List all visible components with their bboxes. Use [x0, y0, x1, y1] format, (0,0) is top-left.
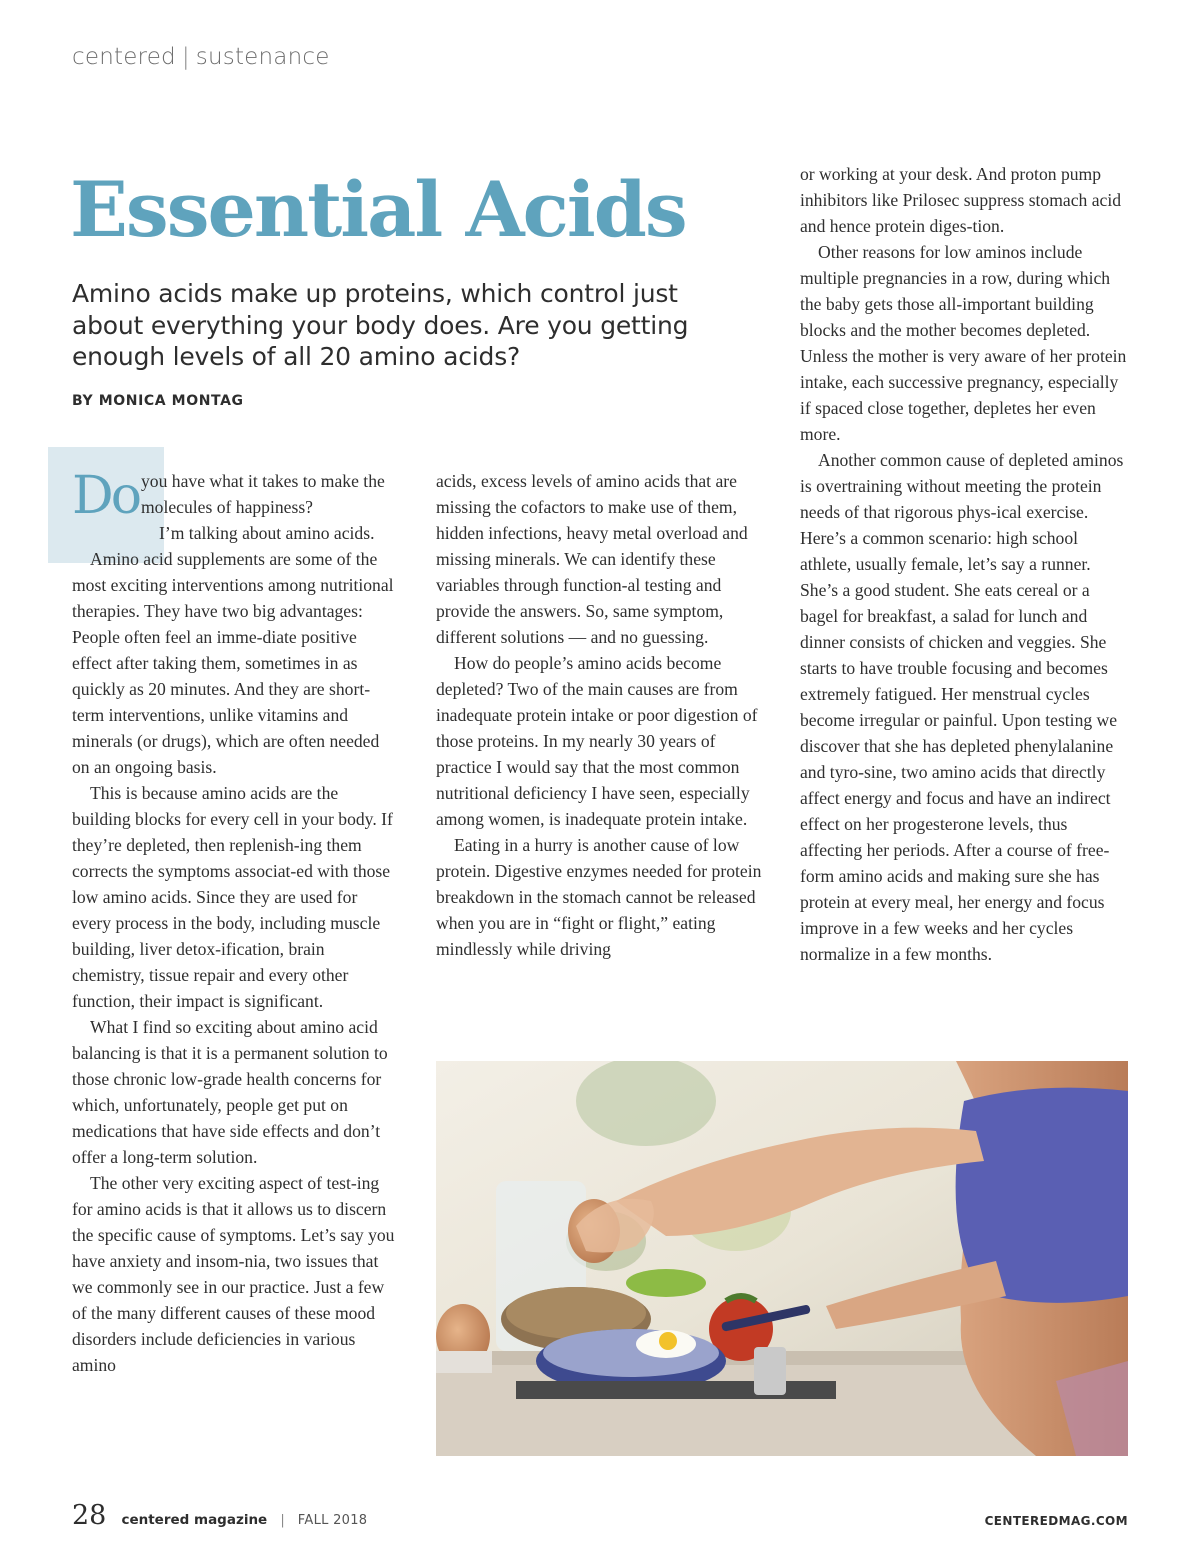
paragraph: Amino acid supplements are some of the most exciting interventions among nutritional therapies. They have two big advantages: People often feel an imme-diate positive effect after taking them, sometimes in as quickly as 20 minutes. And they are short-term interventions, unlike vitamins and minerals (or drugs), which are often needed on an ongoing basis. — [72, 549, 394, 777]
article-dek: Amino acids make up proteins, which control just about everything your body does. Are you getting enough levels of all 20 amino acids? — [72, 279, 689, 371]
text-column-2 — [436, 468, 762, 962]
paragraph: Other reasons for low aminos include multiple pregnancies in a row, during which the baby gets those all-important building blocks and the mother becomes depleted. Unless the mother is very aware of her protein intake, each successive pregnancy, especially if spaced close together, depletes her even more. — [800, 242, 1127, 444]
text-column-1 — [72, 468, 398, 1378]
magazine-name: centered magazine — [121, 1512, 268, 1528]
paragraph: or working at your desk. And proton pump inhibitors like Prilosec suppress stomach acid and hence protein diges-tion. — [800, 164, 1122, 236]
byline: BY MONICA MONTAG — [72, 393, 244, 409]
article-photo — [436, 1061, 1128, 1456]
section-tag — [72, 44, 330, 70]
section-name: centered — [72, 44, 176, 70]
paragraph: acids, excess levels of amino acids that are missing the cofactors to make use of them, hidden infections, heavy metal overload and missing minerals. We can identify these variables through function-al testing and provide the answers. So, same symptom, different solutions — and no guessing. — [436, 471, 748, 647]
paragraph: What I find so exciting about amino acid balancing is that it is a permanent solution to those chronic low-grade health concerns for which, unfortunately, people get put on medications that have side effects and don’t offer a long-term solution. — [72, 1017, 388, 1167]
footer-separator: | — [280, 1513, 285, 1528]
issue-date: FALL 2018 — [297, 1513, 368, 1528]
paragraph — [72, 466, 398, 526]
paragraph: This is because amino acids are the building blocks for every cell in your body. If they’re depleted, then replenish-ing them corrects the symptoms associat-ed with those low amino acids. Since they are used for every process in the body, including muscle building, liver detox-ification, brain chemistry, tissue repair and every other function, their impact is significant. — [72, 783, 393, 1011]
footer-left — [72, 1500, 367, 1531]
paragraph: How do people’s amino acids become depleted? Two of the main causes are from inadequate protein intake or poor digestion of those proteins. In my nearly 30 years of practice I would say that the most common nutritional deficiency I have seen, especially among women, is inadequate protein intake. — [436, 653, 758, 829]
subsection-name: sustenance — [195, 44, 330, 70]
cooking-photo-illustration — [436, 1061, 1128, 1456]
dropcap: Do — [72, 466, 139, 526]
paragraph: Another common cause of depleted aminos is overtraining without meeting the protein needs of that rigorous phys-ical exercise. Here’s a common scenario: high school athlete, usually female, let’s say a runner. She’s a good student. She eats cereal or a bagel for breakfast, a salad for lunch and dinner consists of chicken and veggies. She starts to have trouble focusing and becomes extremely fatigued. Her menstrual cycles become irregular or painful. Upon testing we discover that she has depleted phenylalanine and tyro-sine, two amino acids that directly affect energy and focus and have an indirect effect on her progesterone levels, thus affecting her periods. After a course of free-form amino acids and making sure she has protein at every meal, her energy and focus improve in a few weeks and her cycles normalize in a few months. — [800, 450, 1124, 964]
opening-text: you have what it takes to make the molecules of happiness? — [141, 471, 385, 517]
text-column-3 — [800, 161, 1130, 967]
paragraph: Eating in a hurry is another cause of low protein. Digestive enzymes needed for protein breakdown in the stomach cannot be released when you are in “fight or flight,” eating mindlessly while driving — [436, 835, 762, 959]
page-number: 28 — [72, 1500, 107, 1531]
section-separator: | — [181, 44, 190, 70]
paragraph: I’m talking about amino acids. — [159, 523, 375, 543]
article-title: Essential Acids — [70, 165, 686, 254]
website-link[interactable]: CENTEREDMAG.COM — [984, 1514, 1128, 1528]
paragraph: The other very exciting aspect of test-ing for amino acids is that it allows us to discern the specific cause of symptoms. Let’s say you have anxiety and insom-nia, two issues that we commonly see in our practice. Just a few of the many different causes of these mood disorders include deficiencies in various amino — [72, 1173, 395, 1375]
